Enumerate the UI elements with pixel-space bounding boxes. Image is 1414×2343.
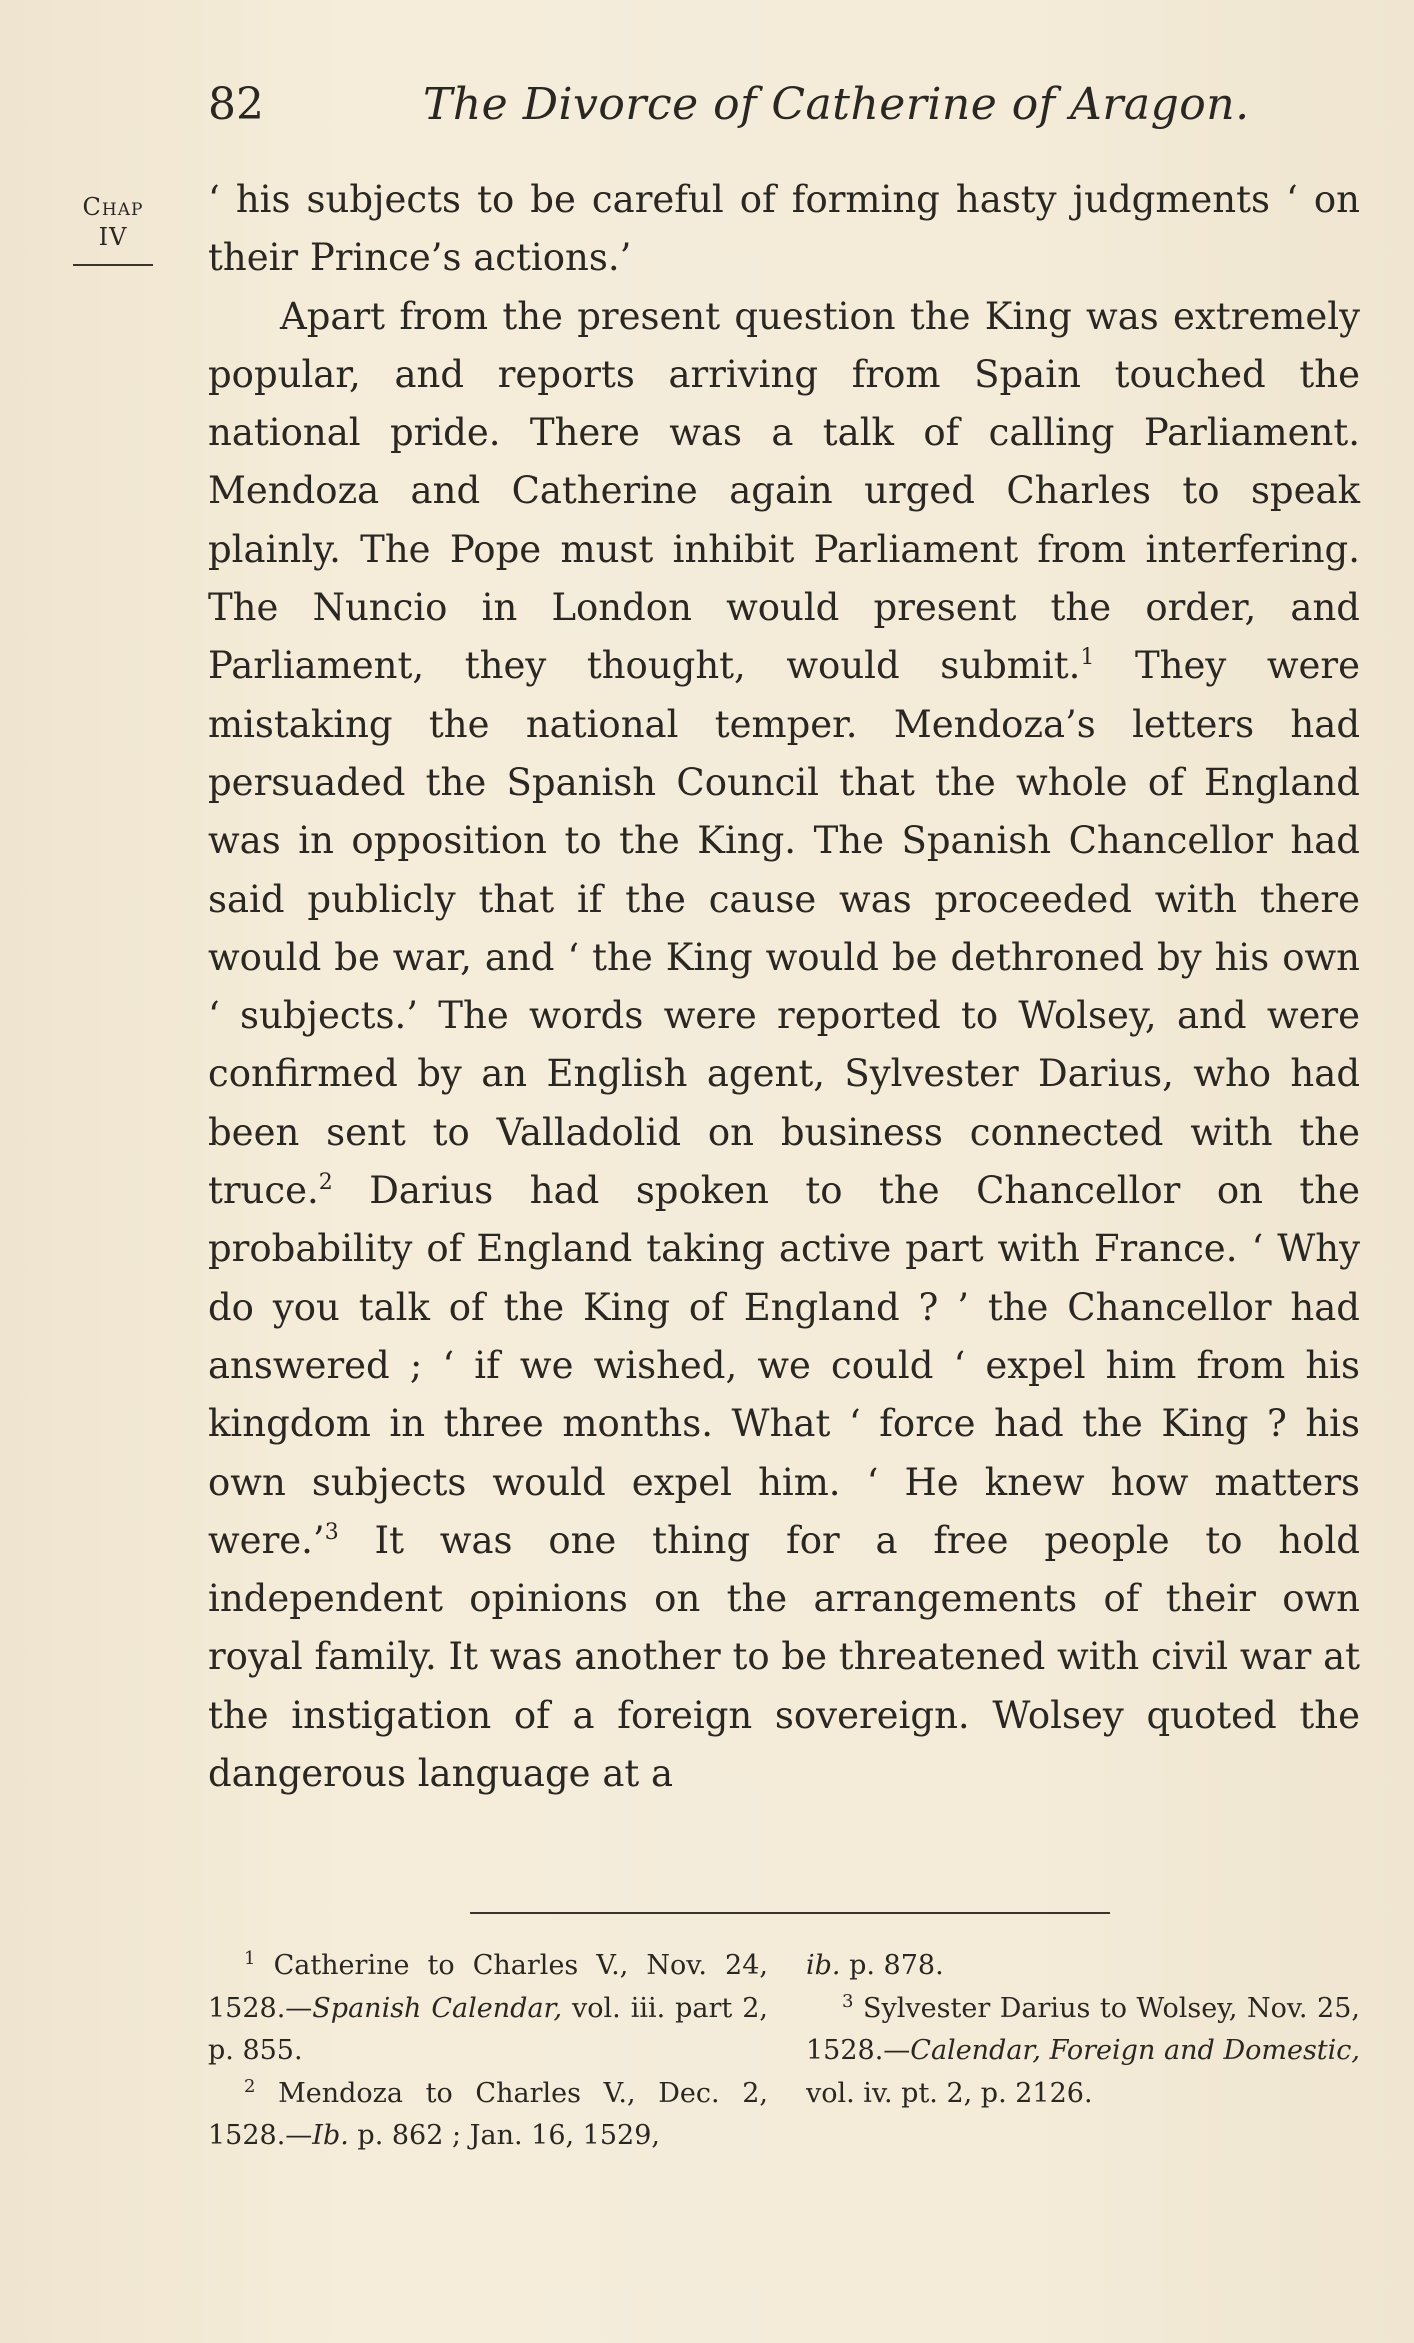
paragraph-2-part-c: Darius had spoken to the Chancellor on the probability of England taking active part with France. ‘ Why do you talk of the King of England ? ’ the Chancellor had answered ; ‘ if we wished, we could ‘ expel him from his kingdom in three months. What ‘ force had the King ? his own subjects would expel him. ‘ He knew how matters were.’ [208, 1169, 1360, 1562]
paragraph-2-part-a: Apart from the present question the King was extremely popular, and reports arriving from Spain touched the national pride. There was a talk of calling Parliament. Mendoza and Catherine again urged Charles to speak plainly. The Pope must inhibit Parliament from interfering. The Nuncio in London would present the order, and Parliament, they thought, would submit. [208, 294, 1360, 688]
margin-rule [73, 264, 153, 266]
body-text [208, 171, 1360, 1803]
page-number: 82 [208, 79, 264, 130]
footnote-3-rest: vol. iv. pt. 2, p. 2126. [806, 2077, 1093, 2109]
footnote-2 [208, 2073, 768, 2158]
footnote-2-text: Mendoza to Charles V., Dec. 2, 1528.— [208, 2077, 768, 2151]
footnote-3-mark: 3 [842, 1990, 854, 2012]
footnote-3 [806, 1988, 1360, 2116]
running-title: The Divorce of Catherine of Aragon. [423, 79, 1250, 130]
footnote-1-source: Spanish Calendar, [312, 1992, 563, 2024]
footnote-2-cont-text: p. 878. [840, 1950, 944, 1981]
footnote-ref-3: 3 [324, 1519, 339, 1545]
footnote-1-rest: vol. iii. part 2, p. 855. [208, 1992, 768, 2066]
footnote-2-rest: p. 862 ; Jan. 16, 1529, [348, 2120, 660, 2151]
footnote-2-ib: Ib. [312, 2120, 349, 2151]
footnote-1-mark: 1 [244, 1948, 256, 1969]
footnote-3-text: Sylvester Darius to Wolsey, Nov. 25, 1528.— [806, 1992, 1360, 2066]
footnotes-left-column [208, 1945, 768, 2158]
footnote-2-cont-ib: ib. [806, 1950, 841, 1981]
footnote-2-mark: 2 [244, 2075, 256, 2097]
paragraph-2-part-b: They were mistaking the national temper. Mendoza’s letters had persuaded the Spanish Council that the whole of England was in opposition to the King. The Spanish Chancellor had said publicly that if the cause was proceeded with there would be war, and ‘ the King would be dethroned by his own ‘ subjects.’ The words were reported to Wolsey, and were confirmed by an English agent, Sylvester Darius, who had been sent to Valladolid on business connected with the truce. [208, 644, 1361, 1213]
footnote-3-source: Calendar, Foreign and Domestic, [910, 2035, 1360, 2066]
running-header [208, 70, 1358, 140]
chapter-number: IV [98, 223, 128, 251]
paragraph-2 [208, 288, 1360, 1804]
chapter-label: Chap [82, 193, 144, 221]
chapter-margin-note [68, 192, 158, 266]
footnote-1-text: Catherine to Charles V., Nov. 24, 1528.— [208, 1950, 768, 2024]
footnote-2-continued [806, 1945, 1360, 1988]
paragraph-1: ‘ his subjects to be careful of forming hasty judgments ‘ on their Prince’s actions.’ [208, 178, 1360, 280]
footnote-rule [470, 1912, 1110, 1914]
footnotes-right-column [806, 1945, 1360, 2115]
paragraph-2-part-d: It was one thing for a free people to hold independent opinions on the arrangements of their own royal family. It was another to be threatened with civil war at the instigation of a foreign sovereign. Wolsey quoted the dangerous language at a [208, 1518, 1360, 1796]
footnote-1 [208, 1945, 768, 2073]
footnote-ref-1: 1 [1080, 645, 1095, 671]
footnote-ref-2: 2 [318, 1170, 333, 1196]
